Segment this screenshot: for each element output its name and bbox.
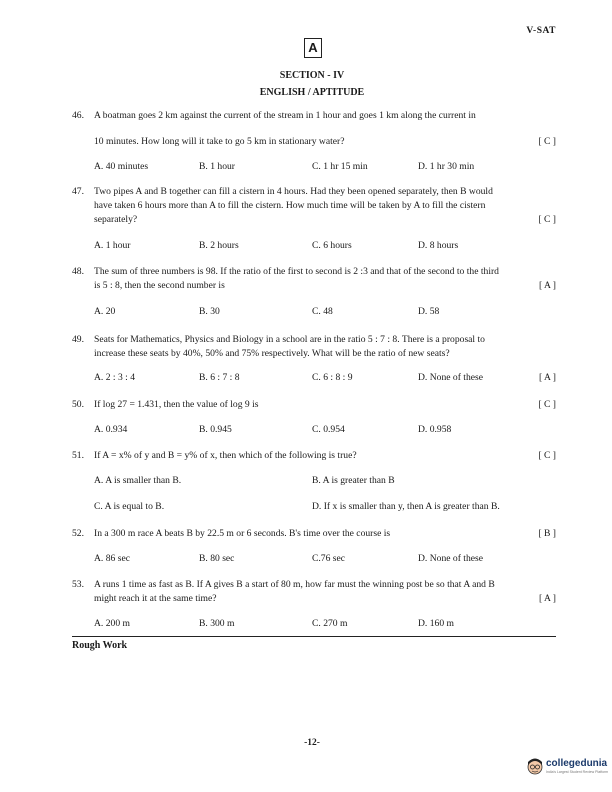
options-49 (94, 372, 556, 386)
collegedunia-logo (526, 754, 609, 780)
logo-tagline: India's Largest Student Review Platform (546, 770, 609, 774)
question-text-line: might reach it at the same time? (94, 593, 217, 604)
option-d: D. 0.958 (418, 424, 452, 435)
question-text-line: A boatman goes 2 km against the current of the stream in 1 hour and goes 1 km along the current in (94, 110, 476, 121)
option-c: C. A is equal to B. (94, 501, 165, 512)
section-title: SECTION - IV (279, 70, 345, 81)
option-b: B. 300 m (199, 618, 235, 629)
option-c: C.76 sec (312, 553, 346, 564)
option-c: C. 48 (312, 306, 333, 317)
divider (72, 636, 556, 637)
option-a: A. 0.934 (94, 424, 128, 435)
answer-key: [ C ] (538, 450, 556, 461)
option-b: B. 30 (199, 306, 220, 317)
option-c: C. 0.954 (312, 424, 345, 435)
option-b: B. 2 hours (199, 240, 239, 251)
option-c: C. 1 hr 15 min (312, 161, 368, 172)
option-b: B. 0.945 (199, 424, 232, 435)
options-50 (94, 424, 556, 438)
option-d: D. 1 hr 30 min (418, 161, 475, 172)
answer-key: [ A ] (538, 593, 556, 604)
option-b: B. 6 : 7 : 8 (199, 372, 240, 383)
option-b: B. 80 sec (199, 553, 235, 564)
question-text-line: separately? (94, 214, 138, 225)
mascot-icon (526, 756, 544, 776)
answer-key: [ C ] (538, 399, 556, 410)
answer-key: [ C ] (538, 214, 556, 225)
option-b: B. A is greater than B (312, 475, 395, 486)
options-48 (94, 306, 556, 320)
option-a: A. 1 hour (94, 240, 131, 251)
question-text-line: If log 27 = 1.431, then the value of log 9 is (94, 399, 259, 410)
exam-code: V-SAT (526, 26, 556, 36)
question-text-line: In a 300 m race A beats B by 22.5 m or 6 seconds. B's time over the course is (94, 528, 391, 539)
set-label: A (304, 38, 322, 58)
question-text-line: A runs 1 time as fast as B. If A gives B a start of 80 m, how far must the winning post be so that A and B (94, 579, 495, 590)
rough-work-label: Rough Work (72, 640, 128, 651)
question-text-line: Seats for Mathematics, Physics and Biology in a school are in the ratio 5 : 7 : 8. There is a proposal to (94, 334, 485, 345)
question-text-line: The sum of three numbers is 98. If the ratio of the first to second is 2 :3 and that of the second to the third (94, 266, 499, 277)
option-d: D. None of these (418, 372, 484, 383)
logo-wordmark: collegedunia (546, 758, 608, 769)
options-53 (94, 618, 556, 632)
question-number: 50. (72, 399, 84, 410)
options-47 (94, 240, 556, 254)
option-a: A. 40 minutes (94, 161, 149, 172)
question-text-line: increase these seats by 40%, 50% and 75% respectively. What will be the ratio of new seats? (94, 348, 450, 359)
options-46 (94, 161, 556, 175)
option-b: B. 1 hour (199, 161, 235, 172)
question-text-line: is 5 : 8, then the second number is (94, 280, 225, 291)
question-number: 53. (72, 579, 84, 590)
option-a: A. 20 (94, 306, 116, 317)
option-d: D. 8 hours (418, 240, 459, 251)
option-a: A. 200 m (94, 618, 130, 629)
answer-key: [ C ] (538, 136, 556, 147)
option-c: C. 6 : 8 : 9 (312, 372, 353, 383)
option-d: D. If x is smaller than y, then A is greater than B. (312, 501, 500, 512)
section-subtitle: ENGLISH / APTITUDE (259, 87, 365, 98)
answer-key: [ A ] (538, 372, 556, 383)
page-number: -12- (304, 738, 320, 748)
question-number: 47. (72, 186, 84, 197)
options-52 (94, 553, 556, 567)
option-c: C. 6 hours (312, 240, 352, 251)
question-text-line: 10 minutes. How long will it take to go 5 km in stationary water? (94, 136, 345, 147)
question-number: 52. (72, 528, 84, 539)
question-number: 51. (72, 450, 84, 461)
answer-key: [ B ] (538, 528, 556, 539)
option-a: A. A is smaller than B. (94, 475, 182, 486)
option-a: A. 86 sec (94, 553, 130, 564)
question-number: 48. (72, 266, 84, 277)
answer-key: [ A ] (538, 280, 556, 291)
question-text-line: If A = x% of y and B = y% of x, then which of the following is true? (94, 450, 357, 461)
option-a: A. 2 : 3 : 4 (94, 372, 136, 383)
option-d: D. None of these (418, 553, 484, 564)
option-c: C. 270 m (312, 618, 348, 629)
question-text-line: Two pipes A and B together can fill a cistern in 4 hours. Had they been opened separately, then B would (94, 186, 493, 197)
question-number: 46. (72, 110, 84, 121)
option-d: D. 160 m (418, 618, 454, 629)
option-d: D. 58 (418, 306, 440, 317)
question-text-line: have taken 6 hours more than A to fill the cistern. How much time will be taken by A to fill the cistern (94, 200, 486, 211)
question-number: 49. (72, 334, 84, 345)
